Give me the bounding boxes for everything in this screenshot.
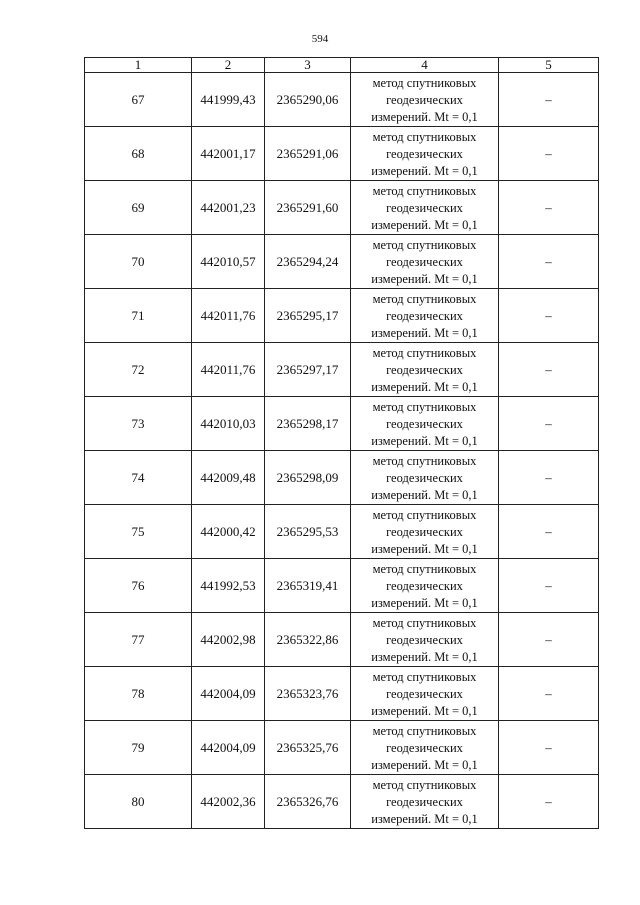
cell-x-coordinate: 442010,03: [192, 397, 265, 451]
cell-method: [351, 721, 499, 775]
cell-note: –: [499, 289, 599, 343]
cell-point-number: 77: [85, 613, 192, 667]
cell-y-coordinate: 2365323,76: [265, 667, 351, 721]
method-text: метод спутниковых геодезических измерений. Mt = 0,1: [371, 777, 478, 826]
cell-note: –: [499, 667, 599, 721]
cell-note: –: [499, 775, 599, 829]
table-body: [85, 73, 599, 829]
cell-method: [351, 343, 499, 397]
cell-x-coordinate: 442009,48: [192, 451, 265, 505]
header-col-4: 4: [351, 58, 499, 73]
cell-y-coordinate: 2365298,09: [265, 451, 351, 505]
header-col-5: 5: [499, 58, 599, 73]
cell-point-number: 74: [85, 451, 192, 505]
cell-point-number: 72: [85, 343, 192, 397]
cell-method: [351, 451, 499, 505]
method-text: метод спутниковых геодезических измерений. Mt = 0,1: [371, 183, 478, 232]
cell-note: –: [499, 613, 599, 667]
method-text: метод спутниковых геодезических измерений. Mt = 0,1: [371, 561, 478, 610]
method-text: метод спутниковых геодезических измерений. Mt = 0,1: [371, 129, 478, 178]
cell-method: [351, 775, 499, 829]
cell-note: –: [499, 181, 599, 235]
cell-y-coordinate: 2365319,41: [265, 559, 351, 613]
cell-point-number: 69: [85, 181, 192, 235]
cell-point-number: 76: [85, 559, 192, 613]
cell-note: –: [499, 73, 599, 127]
cell-x-coordinate: 442002,98: [192, 613, 265, 667]
cell-point-number: 79: [85, 721, 192, 775]
cell-point-number: 67: [85, 73, 192, 127]
cell-x-coordinate: 442011,76: [192, 343, 265, 397]
cell-method: [351, 559, 499, 613]
header-col-2: 2: [192, 58, 265, 73]
cell-point-number: 71: [85, 289, 192, 343]
cell-point-number: 78: [85, 667, 192, 721]
cell-y-coordinate: 2365295,53: [265, 505, 351, 559]
cell-x-coordinate: 442001,23: [192, 181, 265, 235]
cell-x-coordinate: 442004,09: [192, 667, 265, 721]
cell-method: [351, 667, 499, 721]
method-text: метод спутниковых геодезических измерений. Mt = 0,1: [371, 507, 478, 556]
method-text: метод спутниковых геодезических измерений. Mt = 0,1: [371, 237, 478, 286]
page-number: 594: [311, 33, 329, 45]
cell-x-coordinate: 442001,17: [192, 127, 265, 181]
cell-note: –: [499, 559, 599, 613]
table-row: [85, 343, 599, 397]
cell-y-coordinate: 2365291,60: [265, 181, 351, 235]
method-text: метод спутниковых геодезических измерений. Mt = 0,1: [371, 399, 478, 448]
cell-y-coordinate: 2365290,06: [265, 73, 351, 127]
method-text: метод спутниковых геодезических измерений. Mt = 0,1: [371, 345, 478, 394]
table-row: [85, 451, 599, 505]
cell-method: [351, 397, 499, 451]
cell-method: [351, 289, 499, 343]
cell-method: [351, 73, 499, 127]
cell-note: –: [499, 343, 599, 397]
table-row: [85, 289, 599, 343]
cell-point-number: 70: [85, 235, 192, 289]
table-row: [85, 613, 599, 667]
table-row: [85, 181, 599, 235]
table-header: [85, 58, 599, 73]
cell-note: –: [499, 235, 599, 289]
cell-x-coordinate: 442011,76: [192, 289, 265, 343]
cell-note: –: [499, 451, 599, 505]
cell-note: –: [499, 721, 599, 775]
cell-method: [351, 505, 499, 559]
cell-x-coordinate: 442004,09: [192, 721, 265, 775]
table-row: [85, 505, 599, 559]
table-row: [85, 667, 599, 721]
cell-x-coordinate: 442010,57: [192, 235, 265, 289]
cell-y-coordinate: 2365298,17: [265, 397, 351, 451]
cell-y-coordinate: 2365325,76: [265, 721, 351, 775]
cell-point-number: 75: [85, 505, 192, 559]
cell-method: [351, 613, 499, 667]
cell-note: –: [499, 127, 599, 181]
cell-x-coordinate: 441999,43: [192, 73, 265, 127]
cell-y-coordinate: 2365294,24: [265, 235, 351, 289]
method-text: метод спутниковых геодезических измерений. Mt = 0,1: [371, 75, 478, 124]
method-text: метод спутниковых геодезических измерений. Mt = 0,1: [371, 669, 478, 718]
table-row: [85, 775, 599, 829]
cell-y-coordinate: 2365297,17: [265, 343, 351, 397]
table-row: [85, 235, 599, 289]
table-row: [85, 73, 599, 127]
cell-y-coordinate: 2365295,17: [265, 289, 351, 343]
cell-point-number: 80: [85, 775, 192, 829]
cell-method: [351, 181, 499, 235]
cell-x-coordinate: 442000,42: [192, 505, 265, 559]
table-row: [85, 721, 599, 775]
cell-y-coordinate: 2365291,06: [265, 127, 351, 181]
cell-y-coordinate: 2365326,76: [265, 775, 351, 829]
cell-method: [351, 127, 499, 181]
method-text: метод спутниковых геодезических измерений. Mt = 0,1: [371, 291, 478, 340]
cell-method: [351, 235, 499, 289]
header-col-3: 3: [265, 58, 351, 73]
method-text: метод спутниковых геодезических измерений. Mt = 0,1: [371, 615, 478, 664]
coordinates-table: [84, 57, 599, 829]
cell-y-coordinate: 2365322,86: [265, 613, 351, 667]
header-col-1: 1: [85, 58, 192, 73]
cell-x-coordinate: 441992,53: [192, 559, 265, 613]
table-row: [85, 397, 599, 451]
table-row: [85, 559, 599, 613]
cell-point-number: 73: [85, 397, 192, 451]
table-row: [85, 127, 599, 181]
method-text: метод спутниковых геодезических измерений. Mt = 0,1: [371, 723, 478, 772]
method-text: метод спутниковых геодезических измерений. Mt = 0,1: [371, 453, 478, 502]
cell-x-coordinate: 442002,36: [192, 775, 265, 829]
header-row: [85, 58, 599, 73]
cell-note: –: [499, 505, 599, 559]
cell-point-number: 68: [85, 127, 192, 181]
cell-note: –: [499, 397, 599, 451]
